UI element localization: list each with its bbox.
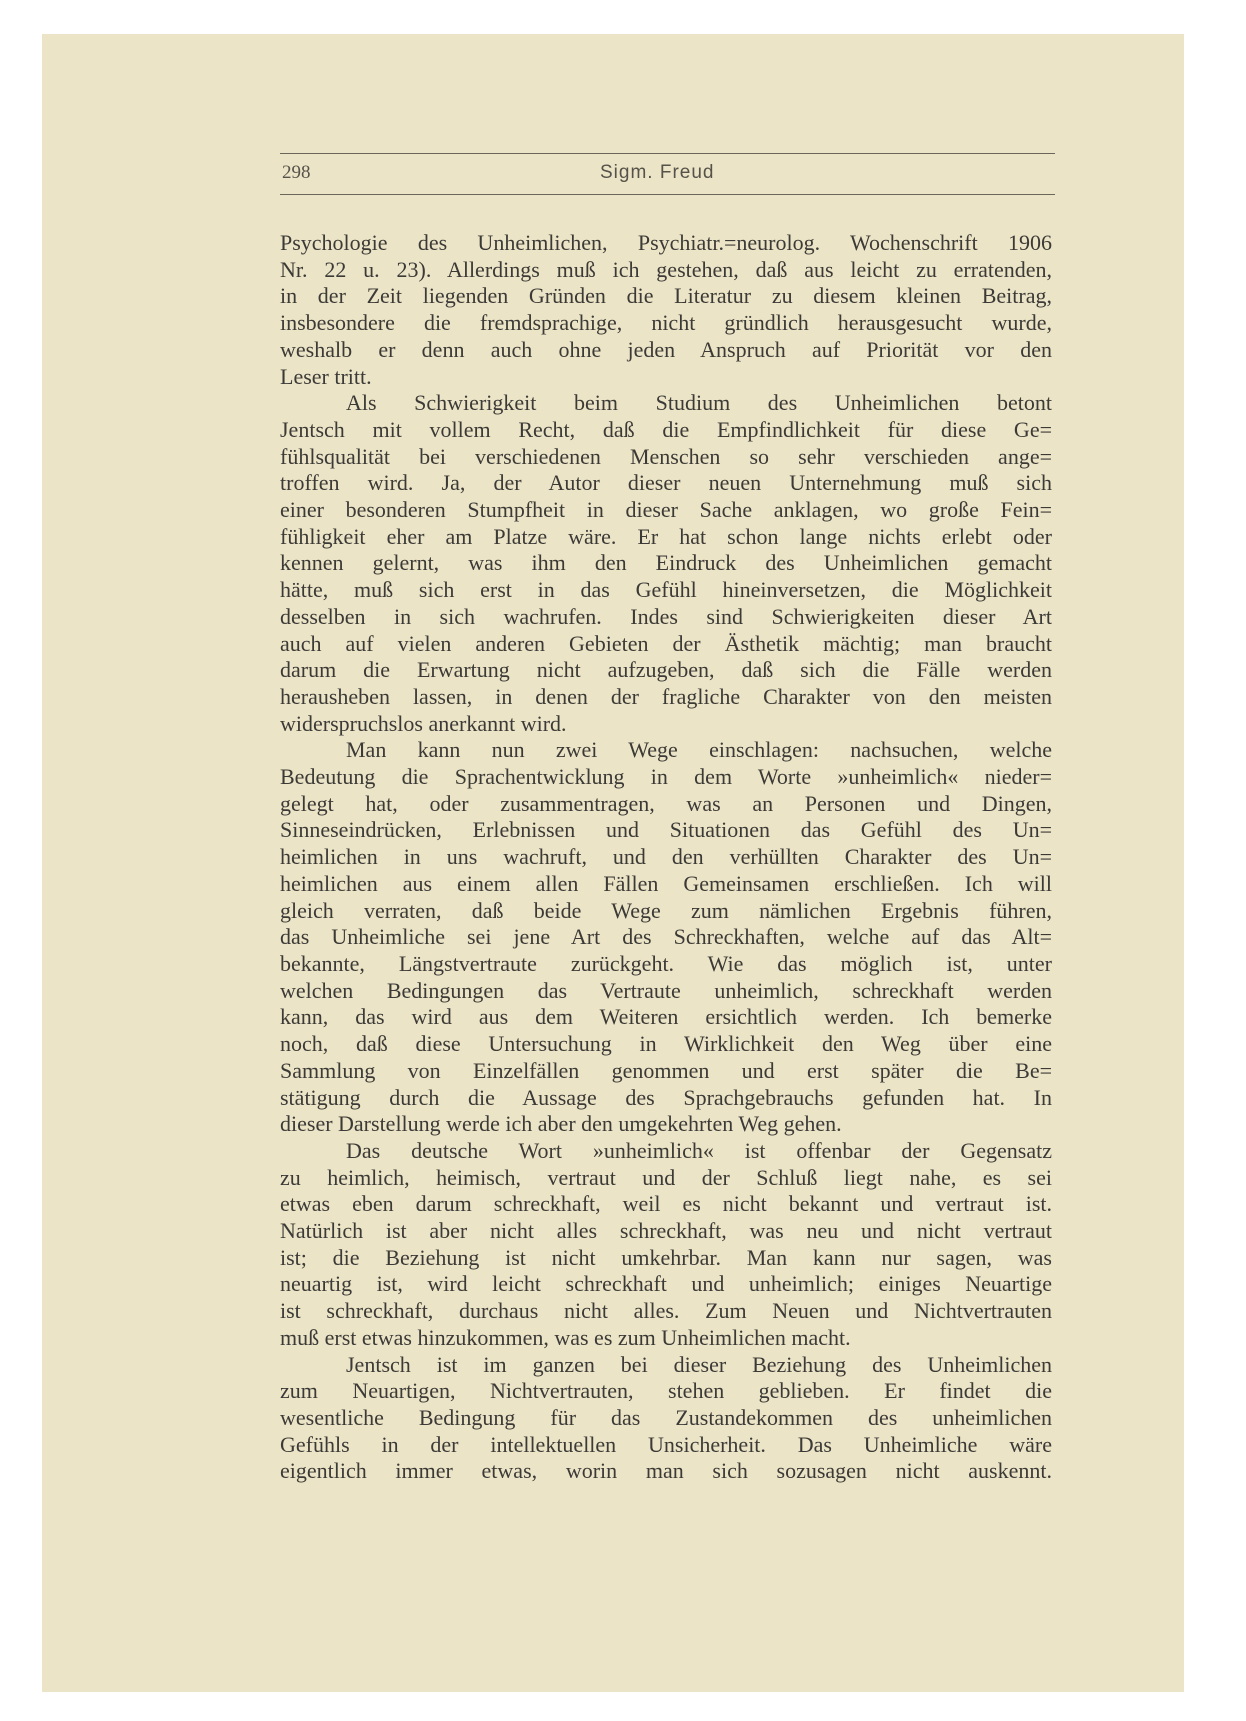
text-line: fühligkeit eher am Platze wäre. Er hat schon lange nichts erlebt oder: [280, 523, 1052, 549]
text-line: Psychologie des Unheimlichen, Psychiatr.=neurolog. Wochenschrift 1906: [280, 230, 1052, 255]
text-line: bekannte, Längstvertraute zurückgeht. Wie das möglich ist, unter: [280, 950, 1052, 976]
text-line: gelegt hat, oder zusammentragen, was an Personen und Dingen,: [280, 790, 1052, 816]
text-line: Leser tritt.: [280, 363, 372, 389]
text-line: zum Neuartigen, Nichtvertrauten, stehen geblieben. Er findet die: [280, 1378, 1052, 1404]
header-rule-bottom: [280, 194, 1055, 195]
text-line: weshalb er denn auch ohne jeden Anspruch auf Priorität vor den: [280, 336, 1052, 362]
text-line: Als Schwierigkeit beim Studium des Unheimlichen betont: [346, 390, 1052, 416]
text-line: desselben in sich wachrufen. Indes sind Schwierigkeiten dieser Art: [280, 603, 1052, 629]
text-line: einer besonderen Stumpfheit in dieser Sache anklagen, wo große Fein=: [280, 497, 1052, 523]
text-line: Gefühls in der intellektuellen Unsicherheit. Das Unheimliche wäre: [280, 1431, 1052, 1457]
text-line: etwas eben darum schreckhaft, weil es nicht bekannt und vertraut ist.: [280, 1191, 1052, 1217]
text-line: eigentlich immer etwas, worin man sich sozusagen nicht auskennt.: [280, 1458, 1052, 1484]
text-line: kennen gelernt, was ihm den Eindruck des Unheimlichen gemacht: [280, 550, 1052, 576]
text-line: Man kann nun zwei Wege einschlagen: nachsuchen, welche: [346, 737, 1052, 763]
text-line: noch, daß diese Untersuchung in Wirklichkeit den Weg über eine: [280, 1031, 1052, 1057]
text-line: ist schreckhaft, durchaus nicht alles. Zum Neuen und Nichtvertrauten: [280, 1298, 1052, 1324]
text-line: welchen Bedingungen das Vertraute unheimlich, schreckhaft werden: [280, 977, 1052, 1003]
text-line: ist; die Beziehung ist nicht umkehrbar. Man kann nur sagen, was: [280, 1244, 1052, 1270]
text-line: auch auf vielen anderen Gebieten der Ästhetik mächtig; man braucht: [280, 630, 1052, 656]
text-line: kann, das wird aus dem Weiteren ersichtlich werden. Ich bemerke: [280, 1004, 1052, 1030]
text-line: Jentsch mit vollem Recht, daß die Empfindlichkeit für diese Ge=: [280, 416, 1052, 442]
text-line: fühlsqualität bei verschiedenen Menschen so sehr verschieden ange=: [280, 443, 1052, 469]
text-line: wesentliche Bedingung für das Zustandekommen des unheimlichen: [280, 1404, 1052, 1430]
text-line: neuartig ist, wird leicht schreckhaft und unheimlich; einiges Neuartige: [280, 1271, 1052, 1297]
text-line: Jentsch ist im ganzen bei dieser Beziehung des Unheimlichen: [346, 1351, 1052, 1377]
text-line: muß erst etwas hinzukommen, was es zum Unheimlichen macht.: [280, 1324, 851, 1350]
text-line: gleich verraten, daß beide Wege zum nämlichen Ergebnis führen,: [280, 897, 1052, 923]
text-line: Sammlung von Einzelfällen genommen und erst später die Be=: [280, 1057, 1052, 1083]
text-line: das Unheimliche sei jene Art des Schreckhaften, welche auf das Alt=: [280, 924, 1052, 950]
text-line: stätigung durch die Aussage des Sprachgebrauchs gefunden hat. In: [280, 1084, 1052, 1110]
running-head: Sigm. Freud: [600, 162, 715, 183]
text-line: Nr. 22 u. 23). Allerdings muß ich gestehen, daß aus leicht zu erratenden,: [280, 256, 1052, 282]
text-line: Bedeutung die Sprachentwicklung in dem Worte »unheimlich« nieder=: [280, 764, 1052, 790]
text-line: herausheben lassen, in denen der fragliche Charakter von den meisten: [280, 683, 1052, 709]
text-line: zu heimlich, heimisch, vertraut und der Schluß liegt nahe, es sei: [280, 1164, 1052, 1190]
text-line: Das deutsche Wort »unheimlich« ist offenbar der Gegensatz: [346, 1137, 1052, 1163]
text-line: Sinneseindrücken, Erlebnissen und Situationen das Gefühl des Un=: [280, 817, 1052, 843]
text-line: insbesondere die fremdsprachige, nicht gründlich herausgesucht wurde,: [280, 310, 1052, 336]
text-line: widerspruchslos anerkannt wird.: [280, 710, 567, 736]
page-number: 298: [282, 162, 311, 183]
text-line: in der Zeit liegenden Gründen die Literatur zu diesem kleinen Beitrag,: [280, 283, 1052, 309]
text-line: hätte, muß sich erst in das Gefühl hineinversetzen, die Möglichkeit: [280, 577, 1052, 603]
text-line: heimlichen in uns wachruft, und den verhüllten Charakter des Un=: [280, 844, 1052, 870]
header-rule-top: [280, 153, 1055, 154]
text-line: darum die Erwartung nicht aufzugeben, daß sich die Fälle werden: [280, 657, 1052, 683]
body-text: [280, 230, 1052, 1485]
text-line: Natürlich ist aber nicht alles schreckhaft, was neu und nicht vertraut: [280, 1218, 1052, 1244]
text-line: troffen wird. Ja, der Autor dieser neuen Unternehmung muß sich: [280, 470, 1052, 496]
text-line: dieser Darstellung werde ich aber den umgekehrten Weg gehen.: [280, 1111, 842, 1137]
text-line: heimlichen aus einem allen Fällen Gemeinsamen erschließen. Ich will: [280, 870, 1052, 896]
